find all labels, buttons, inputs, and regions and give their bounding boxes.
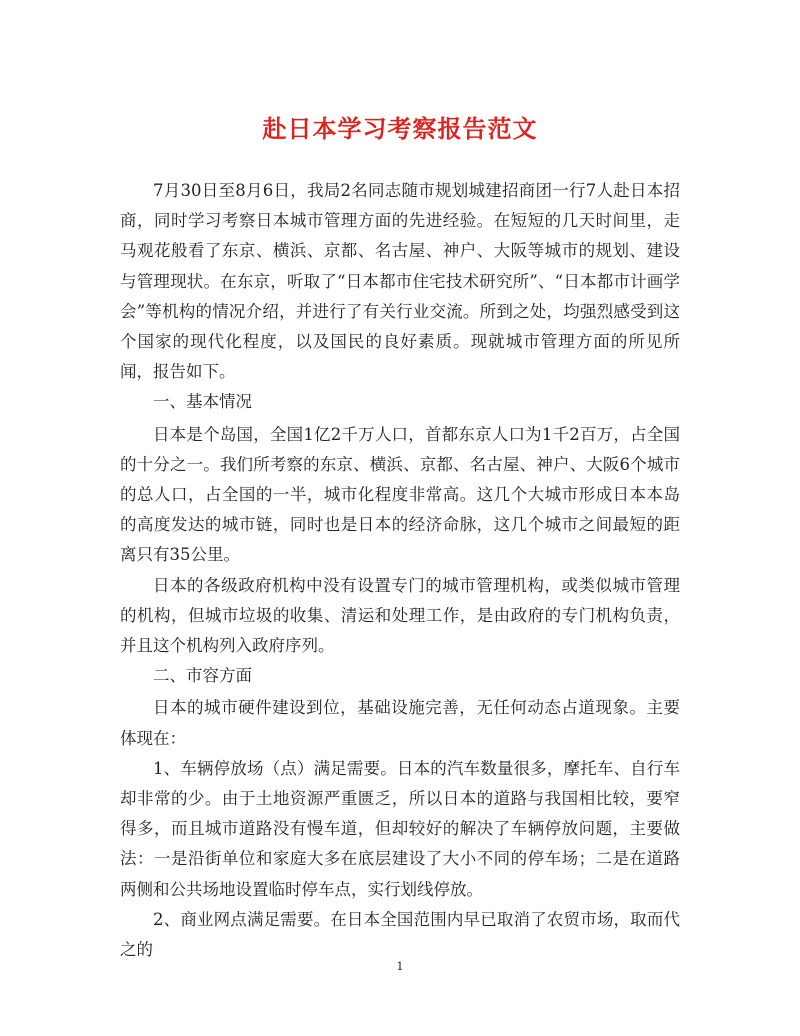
paragraph-commerce: 2、商业网点满足需要。在日本全国范围内早已取消了农贸市场，取而代之的	[120, 909, 680, 960]
section-heading-basic: 一、基本情况	[153, 392, 252, 412]
section-heading-cityscape: 二、市容方面	[153, 666, 252, 686]
paragraph-basic-2: 日本的各级政府机构中没有设置专门的城市管理机构，或类似城市管理的机构，但城市垃圾的收集、清运和处理工作，是由政府的专门机构负责，并且这个机构列入政府序列。	[120, 575, 680, 656]
paragraph-parking: 1、车辆停放场（点）满足需要。日本的汽车数量很多，摩托车、自行车却非常的少。由于土地资源严重匮乏，所以日本的道路与我国相比较，要窄得多，而且城市道路没有慢车道，但却较好的解决了车辆停放问题，主要做法：一是沿街单位和家庭大多在底层建设了大小不同的停车场；二是在道路两侧和公共场地设置临时停车点，实行划线停放。	[120, 758, 680, 899]
paragraph-cityscape-intro: 日本的城市硬件建设到位，基础设施完善，无任何动态占道现象。主要体现在：	[120, 698, 680, 748]
page-number: 1	[396, 960, 404, 973]
paragraph-intro: 7月30日至8月6日，我局2名同志随市规划城建招商团一行7人赴日本招商，同时学习考察日本城市管理方面的先进经验。在短短的几天时间里，走马观花般看了东京、横浜、京都、名古屋、神户、大阪等城市的规划、建设与管理现状。在东京，听取了“日本都市住宅技术研究所”、“日本都市计画学会”等机构的情况介绍，并进行了有关行业交流。所到之处，均强烈感受到这个国家的现代化程度，以及国民的良好素质。现就城市管理方面的所见所闻，报告如下。	[120, 181, 680, 382]
paragraph-basic-1: 日本是个岛国，全国1亿2千万人口，首都东京人口为1千2百万，占全国的十分之一。我们所考察的东京、横浜、京都、名古屋、神户、大阪6个城市的总人口，占全国的一半，城市化程度非常高。这几个大城市形成日本本岛的高度发达的城市链，同时也是日本的经济命脉，这几个城市之间最短的距离只有35公里。	[120, 424, 680, 565]
document-body	[120, 176, 680, 965]
document-title: 赴日本学习考察报告范文	[262, 114, 538, 143]
